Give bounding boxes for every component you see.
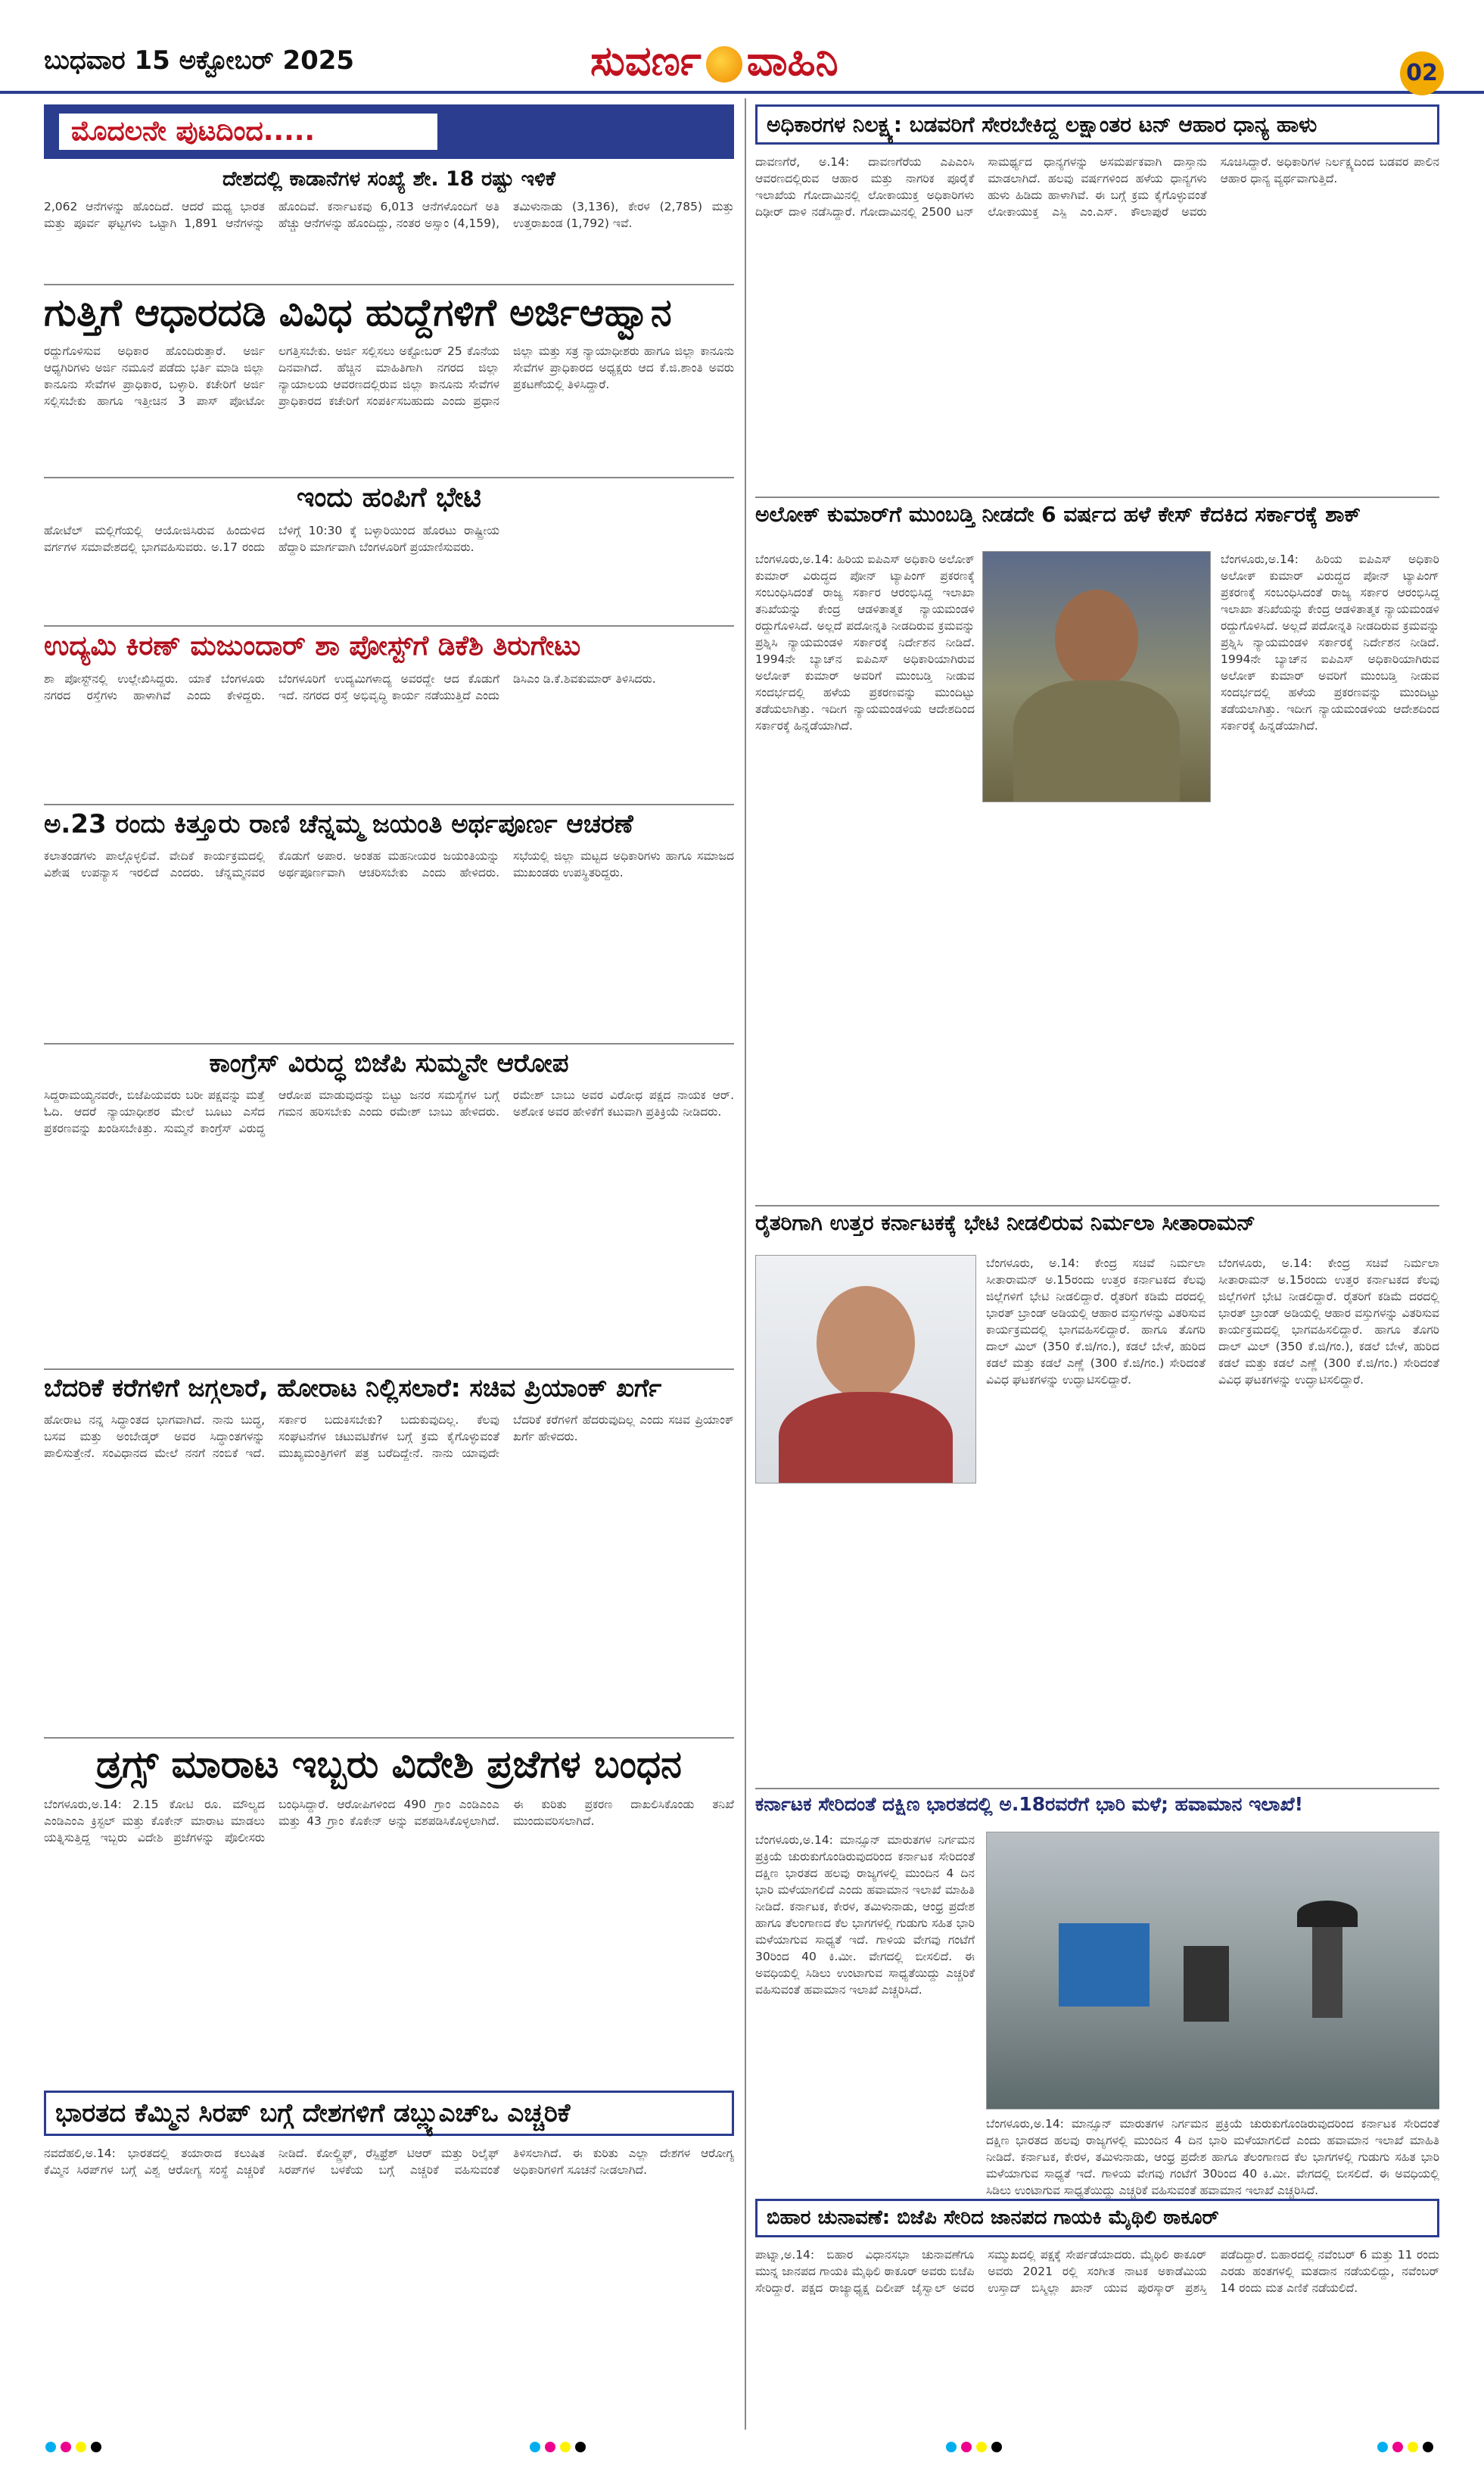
article-congress-bjp	[44, 1049, 734, 1365]
article-recruitment	[44, 291, 734, 473]
nirmala-sitharaman-photo	[755, 1255, 976, 1484]
article-headline: ಅಧಿಕಾರಗಳ ನಿಲಕ್ಷ್ಯ: ಬಡವರಿಗೆ ಸೇರಬೇಕಿದ್ದ ಲಕ್ಷಾಂತರ ಟನ್ ಆಹಾರ ಧಾನ್ಯ ಹಾಳು	[755, 104, 1439, 145]
issue-date: ಬುಧವಾರ 15 ಅಕ್ಟೋಬರ್ 2025	[44, 45, 355, 76]
section-banner	[44, 104, 734, 159]
article-drugs-arrest	[44, 1743, 734, 2088]
article-body: ಹೋರಾಟ ನನ್ನ ಸಿದ್ಧಾಂತದ ಭಾಗವಾಗಿದೆ. ನಾನು ಬುದ್ಧ, ಬಸವ ಮತ್ತು ಅಂಬೇಡ್ಕರ್ ಅವರ ಸಿದ್ಧಾಂತಗಳನ್ನು ಪಾಲಿಸುತ್ತೇನೆ. ಸಂವಿಧಾನದ ಮೇಲೆ ನನಗೆ ನಂಬಿಕೆ ಇದೆ. ಸರ್ಕಾರ ಬದುಕಿಸಬೇಕು? ಬದುಕುವುದಿಲ್ಲ. ಕೆಲವು ಸಂಘಟನೆಗಳ ಚಟುವಟಿಕೆಗಳ ಬಗ್ಗೆ ಕ್ರಮ ಕೈಗೊಳ್ಳುವಂತೆ ಮುಖ್ಯಮಂತ್ರಿಗಳಿಗೆ ಪತ್ರ ಬರೆದಿದ್ದೇನೆ. ನಾನು ಯಾವುದೇ ಬೆದರಿಕೆ ಕರೆಗಳಿಗೆ ಹೆದರುವುದಿಲ್ಲ ಎಂದು ಸಚಿವ ಪ್ರಿಯಾಂಕ್ ಖರ್ಗೆ ಹೇಳಿದರು.	[44, 1412, 734, 1460]
logo-left-text: ಸುವರ್ಣ	[590, 36, 702, 85]
registration-dots-mid-right	[946, 2441, 1006, 2453]
motorcyclist-shape	[1184, 1946, 1229, 2022]
divider	[44, 1737, 734, 1739]
article-body: ಪಾಟ್ನಾ,ಅ.14: ಬಿಹಾರ ವಿಧಾನಸಭಾ ಚುನಾವಣೆಗೂ ಮುನ್ನ ಜಾನಪದ ಗಾಯಕಿ ಮೈಥಿಲಿ ಠಾಕೂರ್ ಅವರು ಬಿಜೆಪಿ ಸೇರಿದ್ದಾರೆ. ಪಕ್ಷದ ರಾಜ್ಯಾಧ್ಯಕ್ಷ ದಿಲೀಪ್ ಜೈಸ್ವಾಲ್ ಅವರ ಸಮ್ಮುಖದಲ್ಲಿ ಪಕ್ಷಕ್ಕೆ ಸೇರ್ಪಡೆಯಾದರು. ಮೈಥಿಲಿ ಠಾಕೂರ್ ಅವರು 2021 ರಲ್ಲಿ ಸಂಗೀತ ನಾಟಕ ಅಕಾಡೆಮಿಯ ಉಸ್ತಾದ್ ಬಿಸ್ಮಿಲ್ಲಾ ಖಾನ್ ಯುವ ಪುರಸ್ಕಾರ್ ಪ್ರಶಸ್ತಿ ಪಡೆದಿದ್ದಾರೆ. ಬಿಹಾರದಲ್ಲಿ ನವೆಂಬರ್ 6 ಮತ್ತು 11 ರಂದು ಎರಡು ಹಂತಗಳಲ್ಲಿ ಮತದಾನ ನಡೆಯಲಿದ್ದು, ನವೆಂಬರ್ 14 ರಂದು ಮತ ಎಣಿಕೆ ನಡೆಯಲಿದೆ.	[755, 2248, 1439, 2296]
article-maithili-thakur	[755, 2199, 1439, 2426]
divider	[44, 284, 734, 285]
logo-right-text: ವಾಹಿನಿ	[746, 36, 838, 85]
umbrella-shape	[1297, 1901, 1358, 1927]
article-nirmala-sitharaman	[755, 1211, 1439, 1786]
article-body: ಶಾ ಪೋಸ್ಟ್‌ನಲ್ಲಿ ಉಲ್ಲೇಖಿಸಿದ್ದರು. ಯಾಕೆ ಬೆಂಗಳೂರು ನಗರದ ರಸ್ತೆಗಳು ಹಾಳಾಗಿವೆ ಎಂದು ಕೇಳಿದ್ದರು. ಬೆಂಗಳೂರಿಗೆ ಉದ್ಯಮಿಗಳಾದ್ಯ ಅವರದ್ದೇ ಆದ ಕೊಡುಗೆ ಇದೆ. ನಗರದ ರಸ್ತೆ ಅಭಿವೃದ್ಧಿ ಕಾರ್ಯ ನಡೆಯುತ್ತಿದೆ ಎಂದು ಡಿಸಿಎಂ ಡಿ.ಕೆ.ಶಿವಕುಮಾರ್ ತಿಳಿಸಿದರು.	[44, 672, 656, 703]
divider	[44, 804, 734, 805]
masthead	[0, 0, 1484, 94]
article-body: 2,062 ಆನೆಗಳನ್ನು ಹೊಂದಿದೆ. ಆದರೆ ಮಧ್ಯ ಭಾರತ ಮತ್ತು ಪೂರ್ವ ಘಟ್ಟಗಳು ಒಟ್ಟಾಗಿ 1,891 ಆನೆಗಳನ್ನು ಹೊಂದಿವೆ. ಕರ್ನಾಟಕವು 6,013 ಆನೆಗಳೊಂದಿಗೆ ಅತಿ ಹೆಚ್ಚು ಆನೆಗಳನ್ನು ಹೊಂದಿದ್ದು, ನಂತರ ಅಸ್ಸಾಂ (4,159), ತಮಿಳುನಾಡು (3,136), ಕೇರಳ (2,785) ಮತ್ತು ಉತ್ತರಾಖಂಡ (1,792) ಇವೆ.	[44, 200, 734, 231]
rain-street-photo	[986, 1832, 1439, 2109]
divider	[44, 477, 734, 478]
column-separator	[745, 98, 746, 2430]
divider	[755, 497, 1439, 498]
portrait-face-shape	[817, 1286, 915, 1399]
divider	[755, 1205, 1439, 1206]
article-kiran-majumdar	[44, 631, 734, 802]
article-body: ಬೆಂಗಳೂರು,ಅ.14: ಮಾನ್ಸೂನ್ ಮಾರುತಗಳ ನಿರ್ಗಮನ ಪ್ರಕ್ರಿಯೆ ಚುರುಕುಗೊಂಡಿರುವುದರಿಂದ ಕರ್ನಾಟಕ ಸೇರಿದಂತೆ ದಕ್ಷಿಣ ಭಾರತದ ಹಲವು ರಾಜ್ಯಗಳಲ್ಲಿ ಮುಂದಿನ 4 ದಿನ ಭಾರಿ ಮಳೆಯಾಗಲಿದೆ ಎಂದು ಹವಾಮಾನ ಇಲಾಖೆ ಮಾಹಿತಿ ನೀಡಿದೆ. ಕರ್ನಾಟಕ, ಕೇರಳ, ತಮಿಳುನಾಡು, ಆಂಧ್ರ ಪ್ರದೇಶ ಹಾಗೂ ತೆಲಂಗಾಣದ ಕೆಲ ಭಾಗಗಳಲ್ಲಿ ಗುಡುಗು ಸಹಿತ ಭಾರಿ ಮಳೆಯಾಗುವ ಸಾಧ್ಯತೆ ಇದೆ. ಗಾಳಿಯ ವೇಗವು ಗಂಟೆಗೆ 30ರಿಂದ 40 ಕಿ.ಮೀ. ವೇಗದಲ್ಲಿ ಬೀಸಲಿದೆ. ಈ ಅವಧಿಯಲ್ಲಿ ಸಿಡಿಲು ಉಂಟಾಗುವ ಸಾಧ್ಯತೆಯಿದ್ದು ಎಚ್ಚರಿಕೆ ವಹಿಸುವಂತೆ ಹವಾಮಾನ ಇಲಾಖೆ ಎಚ್ಚರಿಸಿದೆ.	[755, 1833, 975, 1997]
auto-rickshaw-shape	[1059, 1923, 1150, 2007]
article-kittur-chennamma	[44, 810, 734, 1041]
article-body: ಸಿದ್ದರಾಮಯ್ಯನವರೇ, ಬಿಜೆಪಿಯವರು ಬರೀ ಪಕ್ಷವನ್ನು ಮತ್ತೆ ಓದಿ. ಆದರೆ ನ್ಯಾಯಾಧೀಶರ ಮೇಲೆ ಬೂಟು ಎಸೆದ ಪ್ರಕರಣವನ್ನು ಖಂಡಿಸಬೇಕಿತ್ತು. ಸುಮ್ಮನೆ ಕಾಂಗ್ರೆಸ್ ವಿರುದ್ಧ ಆರೋಪ ಮಾಡುವುದನ್ನು ಬಿಟ್ಟು ಜನರ ಸಮಸ್ಯೆಗಳ ಬಗ್ಗೆ ಗಮನ ಹರಿಸಬೇಕು ಎಂದು ರಮೇಶ್ ಬಾಬು ಹೇಳಿದರು. ರಮೇಶ್ ಬಾಬು ಅವರ ವಿರೋಧ ಪಕ್ಷದ ನಾಯಕ ಆರ್. ಅಶೋಕ ಅವರ ಹೇಳಿಕೆಗೆ ಕಟುವಾಗಿ ಪ್ರತಿಕ್ರಿಯೆ ನೀಡಿದರು.	[44, 1088, 734, 1136]
article-body: ದಾವಣಗೆರೆ, ಅ.14: ದಾವಣಗೆರೆಯ ಎಪಿಎಂಸಿ ಆವರಣದಲ್ಲಿರುವ ಆಹಾರ ಮತ್ತು ನಾಗರಿಕ ಪೂರೈಕೆ ಇಲಾಖೆಯ ಗೋದಾಮಿನಲ್ಲಿ ಲೋಕಾಯುಕ್ತ ಅಧಿಕಾರಿಗಳು ದಿಢೀರ್ ದಾಳಿ ನಡೆಸಿದ್ದಾರೆ. ಗೋದಾಮಿನಲ್ಲಿ 2500 ಟನ್ ಸಾಮರ್ಥ್ಯದ ಧಾನ್ಯಗಳನ್ನು ಅಸಮರ್ಪಕವಾಗಿ ದಾಸ್ತಾನು ಮಾಡಲಾಗಿದೆ. ಹಲವು ವರ್ಷಗಳಿಂದ ಹಳೆಯ ಧಾನ್ಯಗಳು ಹುಳು ಹಿಡಿದು ಹಾಳಾಗಿವೆ. ಈ ಬಗ್ಗೆ ಕ್ರಮ ಕೈಗೊಳ್ಳುವಂತೆ ಲೋಕಾಯುಕ್ತ ಎಸ್ಪಿ ಎಂ.ಎಸ್. ಕೌಲಾಪುರೆ ಅವರು ಸೂಚಿಸಿದ್ದಾರೆ. ಅಧಿಕಾರಿಗಳ ನಿರ್ಲಕ್ಷ್ಯದಿಂದ ಬಡವರ ಪಾಲಿನ ಆಹಾರ ಧಾನ್ಯ ವ್ಯರ್ಥವಾಗುತ್ತಿದೆ.	[755, 155, 1439, 219]
alok-kumar-photo	[982, 551, 1211, 802]
article-hampi-visit	[44, 483, 734, 623]
divider	[755, 1788, 1439, 1789]
article-elephants	[44, 168, 734, 282]
divider	[44, 625, 734, 627]
article-headline: ಬಿಹಾರ ಚುನಾವಣೆ: ಬಿಜೆಪಿ ಸೇರಿದ ಜಾನಪದ ಗಾಯಕಿ ಮೈಥಿಲಿ ಠಾಕೂರ್	[755, 2199, 1439, 2237]
article-food-grain-waste	[755, 104, 1439, 494]
article-body: ರದ್ದುಗೊಳಿಸುವ ಅಧಿಕಾರ ಹೊಂದಿರುತ್ತಾರೆ. ಅರ್ಜಿ ಆಧ್ಯಗಿರಿಗಳು ಅರ್ಜಿ ನಮೂನೆ ಪಡೆದು ಭರ್ತಿ ಮಾಡಿ ಜಿಲ್ಲಾ ಕಾನೂನು ಸೇವೆಗಳ ಪ್ರಾಧಿಕಾರ, ಬಳ್ಳಾರಿ. ಕಚೇರಿಗೆ ಅರ್ಜಿ ಸಲ್ಲಿಸಬೇಕು ಹಾಗೂ ಇತ್ತೀಚಿನ 3 ಪಾಸ್ ಪೋಟೋ ಲಗತ್ತಿಸಬೇಕು. ಅರ್ಜಿ ಸಲ್ಲಿಸಲು ಅಕ್ಟೋಬರ್ 25 ಕೊನೆಯ ದಿನವಾಗಿದೆ. ಹೆಚ್ಚಿನ ಮಾಹಿತಿಗಾಗಿ ನಗರದ ಜಿಲ್ಲಾ ನ್ಯಾಯಾಲಯ ಆವರಣದಲ್ಲಿರುವ ಜಿಲ್ಲಾ ಕಾನೂನು ಸೇವೆಗಳ ಪ್ರಾಧಿಕಾರದ ಕಚೇರಿಗೆ ಸಂಪರ್ಕಿಸಬಹುದು ಎಂದು ಪ್ರಧಾನ ಜಿಲ್ಲಾ ಮತ್ತು ಸತ್ರ ನ್ಯಾಯಾಧೀಶರು ಹಾಗೂ ಜಿಲ್ಲಾ ಕಾನೂನು ಸೇವೆಗಳ ಪ್ರಾಧಿಕಾರದ ಅಧ್ಯಕ್ಷರು ಆದ ಕೆ.ಜಿ.ಶಾಂತಿ ಅವರು ಪ್ರಕಟಣೆಯಲ್ಲಿ ತಿಳಿಸಿದ್ದಾರೆ.	[44, 344, 734, 408]
article-headline: ಅ.23 ರಂದು ಕಿತ್ತೂರು ರಾಣಿ ಚೆನ್ನಮ್ಮ ಜಯಂತಿ ಅರ್ಥಪೂರ್ಣ ಆಚರಣೆ	[44, 810, 633, 839]
registration-dots-left	[45, 2441, 106, 2453]
article-headline: ಕರ್ನಾಟಕ ಸೇರಿದಂತೆ ದಕ್ಷಿಣ ಭಾರತದಲ್ಲಿ ಅ.18ರವರೆಗೆ ಭಾರಿ ಮಳೆ; ಹವಾಮಾನ ಇಲಾಖೆ!	[755, 1794, 1303, 1815]
article-rain-forecast	[755, 1794, 1439, 2199]
article-headline: ಅಲೋಕ್ ಕುಮಾರ್‌ಗೆ ಮುಂಬಡ್ತಿ ನೀಡದೇ 6 ವರ್ಷದ ಹಳೆ ಕೇಸ್ ಕೆದಕಿದ ಸರ್ಕಾರಕ್ಕೆ ಶಾಕ್	[755, 503, 1361, 527]
article-body-continued: ಬೆಂಗಳೂರು,ಅ.14: ಹಿರಿಯ ಐಪಿಎಸ್ ಅಧಿಕಾರಿ ಅಲೋಕ್ ಕುಮಾರ್ ವಿರುದ್ಧದ ಪೋನ್ ಟ್ಯಾಪಿಂಗ್ ಪ್ರಕರಣಕ್ಕೆ ಸಂಬಂಧಿಸಿದಂತೆ ರಾಜ್ಯ ಸರ್ಕಾರ ಆರಂಭಿಸಿದ್ದ ಇಲಾಖಾ ತನಿಖೆಯನ್ನು ಕೇಂದ್ರ ಆಡಳಿತಾತ್ಮಕ ನ್ಯಾಯಮಂಡಳಿ ರದ್ದುಗೊಳಿಸಿದೆ. ಅಲ್ಲದೆ ಪದೋನ್ನತಿ ನೀಡದಿರುವ ಕ್ರಮವನ್ನು ಪ್ರಶ್ನಿಸಿ ನ್ಯಾಯಮಂಡಳಿ ಸರ್ಕಾರಕ್ಕೆ ನಿರ್ದೇಶನ ನೀಡಿದೆ. 1994ನೇ ಬ್ಯಾಚ್‌ನ ಐಪಿಎಸ್ ಅಧಿಕಾರಿಯಾಗಿರುವ ಅಲೋಕ್ ಕುಮಾರ್ ಅವರಿಗೆ ಮುಂಬಡ್ತಿ ನೀಡುವ ಸಂದರ್ಭದಲ್ಲಿ ಹಳೆಯ ಪ್ರಕರಣವನ್ನು ಮುಂದಿಟ್ಟು ತಡೆಯಲಾಗಿತ್ತು. ಇದೀಗ ನ್ಯಾಯಮಂಡಳಿಯ ಆದೇಶದಿಂದ ಸರ್ಕಾರಕ್ಕೆ ಹಿನ್ನಡೆಯಾಗಿದೆ.	[1221, 553, 1439, 733]
article-priyank-kharge	[44, 1375, 734, 1734]
newspaper-logo	[590, 36, 838, 86]
registration-dots-mid-left	[530, 2441, 590, 2453]
saree-shape	[779, 1392, 953, 1484]
article-headline: ಬೆದರಿಕೆ ಕರೆಗಳಿಗೆ ಜಗ್ಗಲಾರೆ, ಹೋರಾಟ ನಿಲ್ಲಿಸಲಾರೆ: ಸಚಿವ ಪ್ರಿಯಾಂಕ್ ಖರ್ಗೆ	[44, 1375, 662, 1403]
divider	[44, 1043, 734, 1045]
article-body: ಬೆಂಗಳೂರು,ಅ.14: ಹಿರಿಯ ಐಪಿಎಸ್ ಅಧಿಕಾರಿ ಅಲೋಕ್ ಕುಮಾರ್ ವಿರುದ್ಧದ ಪೋನ್ ಟ್ಯಾಪಿಂಗ್ ಪ್ರಕರಣಕ್ಕೆ ಸಂಬಂಧಿಸಿದಂತೆ ರಾಜ್ಯ ಸರ್ಕಾರ ಆರಂಭಿಸಿದ್ದ ಇಲಾಖಾ ತನಿಖೆಯನ್ನು ಕೇಂದ್ರ ಆಡಳಿತಾತ್ಮಕ ನ್ಯಾಯಮಂಡಳಿ ರದ್ದುಗೊಳಿಸಿದೆ. ಅಲ್ಲದೆ ಪದೋನ್ನತಿ ನೀಡದಿರುವ ಕ್ರಮವನ್ನು ಪ್ರಶ್ನಿಸಿ ನ್ಯಾಯಮಂಡಳಿ ಸರ್ಕಾರಕ್ಕೆ ನಿರ್ದೇಶನ ನೀಡಿದೆ. 1994ನೇ ಬ್ಯಾಚ್‌ನ ಐಪಿಎಸ್ ಅಧಿಕಾರಿಯಾಗಿರುವ ಅಲೋಕ್ ಕುಮಾರ್ ಅವರಿಗೆ ಮುಂಬಡ್ತಿ ನೀಡುವ ಸಂದರ್ಭದಲ್ಲಿ ಹಳೆಯ ಪ್ರಕರಣವನ್ನು ಮುಂದಿಟ್ಟು ತಡೆಯಲಾಗಿತ್ತು. ಇದೀಗ ನ್ಯಾಯಮಂಡಳಿಯ ಆದೇಶದಿಂದ ಸರ್ಕಾರಕ್ಕೆ ಹಿನ್ನಡೆಯಾಗಿದೆ.	[755, 553, 975, 733]
article-headline: ಡ್ರಗ್ಸ್ ಮಾರಾಟ ಇಬ್ಬರು ವಿದೇಶಿ ಪ್ರಜೆಗಳ ಬಂಧನ	[96, 1743, 682, 1786]
article-headline: ಗುತ್ತಿಗೆ ಆಧಾರದಡಿ ವಿವಿಧ ಹುದ್ದೆಗಳಿಗೆ ಅರ್ಜಿಆಹ್ವಾನ	[44, 291, 672, 335]
article-body: ಕಲಾತಂಡಗಳು ಪಾಲ್ಗೊಳ್ಳಲಿವೆ. ವೇದಿಕೆ ಕಾರ್ಯಕ್ರಮದಲ್ಲಿ ವಿಶೇಷ ಉಪನ್ಯಾಸ ಇರಲಿದೆ ಎಂದರು. ಚೆನ್ನಮ್ಮನವರ ಕೊಡುಗೆ ಅಪಾರ. ಅಂತಹ ಮಹನೀಯರ ಜಯಂತಿಯನ್ನು ಅರ್ಥಪೂರ್ಣವಾಗಿ ಆಚರಿಸಬೇಕು ಎಂದು ಹೇಳಿದರು. ಸಭೆಯಲ್ಲಿ ಜಿಲ್ಲಾ ಮಟ್ಟದ ಅಧಿಕಾರಿಗಳು ಹಾಗೂ ಸಮಾಜದ ಮುಖಂಡರು ಉಪಸ್ಥಿತರಿದ್ದರು.	[44, 849, 734, 880]
article-headline: ರೈತರಿಗಾಗಿ ಉತ್ತರ ಕರ್ನಾಟಕಕ್ಕೆ ಭೇಟಿ ನೀಡಲಿರುವ ನಿರ್ಮಲಾ ಸೀತಾರಾಮನ್	[755, 1211, 1256, 1235]
article-body: ಬೆಂಗಳೂರು,ಅ.14: 2.15 ಕೋಟಿ ರೂ. ಮೌಲ್ಯದ ಎಂಡಿಎಂಎ ಕ್ರಿಸ್ಟಲ್ ಮತ್ತು ಕೊಕೇನ್ ಮಾರಾಟ ಮಾಡಲು ಯತ್ನಿಸುತ್ತಿದ್ದ ಇಬ್ಬರು ವಿದೇಶಿ ಪ್ರಜೆಗಳನ್ನು ಪೊಲೀಸರು ಬಂಧಿಸಿದ್ದಾರೆ. ಆರೋಪಿಗಳಿಂದ 490 ಗ್ರಾಂ ಎಂಡಿಎಂಎ ಮತ್ತು 43 ಗ್ರಾಂ ಕೊಕೇನ್ ಅನ್ನು ವಶಪಡಿಸಿಕೊಳ್ಳಲಾಗಿದೆ. ಈ ಕುರಿತು ಪ್ರಕರಣ ದಾಖಲಿಸಿಕೊಂಡು ತನಿಖೆ ಮುಂದುವರಿಸಲಾಗಿದೆ.	[44, 1798, 734, 1845]
article-alok-kumar	[755, 503, 1439, 1203]
section-banner-label: ಮೊದಲನೇ ಪುಟದಿಂದ.....	[59, 114, 437, 150]
uniform-shape	[1013, 680, 1180, 802]
portrait-face-shape	[1055, 590, 1138, 688]
article-headline: ಇಂದು ಹಂಪಿಗೆ ಭೇಟಿ	[297, 483, 481, 513]
sun-logo-icon	[706, 46, 742, 83]
cyclist-shape	[1312, 1927, 1342, 2018]
article-headline: ಕಾಂಗ್ರೆಸ್ ವಿರುದ್ಧ ಬಿಜೆಪಿ ಸುಮ್ಮನೇ ಆರೋಪ	[209, 1049, 569, 1079]
article-body: ಹೋಟೆಲ್ ಮಲ್ಲಿಗೆಯಲ್ಲಿ ಆಯೋಜಿಸಿರುವ ಹಿಂದುಳಿದ ವರ್ಗಗಳ ಸಮಾವೇಶದಲ್ಲಿ ಭಾಗವಹಿಸುವರು. ಅ.17 ರಂದು ಬೆಳಿಗ್ಗೆ 10:30 ಕ್ಕೆ ಬಳ್ಳಾರಿಯಿಂದ ಹೊರಟು ರಾಷ್ಟ್ರೀಯ ಹೆದ್ದಾರಿ ಮಾರ್ಗವಾಗಿ ಬೆಂಗಳೂರಿಗೆ ಪ್ರಯಾಣಿಸುವರು.	[44, 524, 499, 555]
registration-dots-right	[1377, 2441, 1438, 2453]
article-body: ಬೆಂಗಳೂರು, ಅ.14: ಕೇಂದ್ರ ಸಚಿವೆ ನಿರ್ಮಲಾ ಸೀತಾರಾಮನ್ ಅ.15ರಂದು ಉತ್ತರ ಕರ್ನಾಟಕದ ಕೆಲವು ಜಿಲ್ಲೆಗಳಿಗೆ ಭೇಟಿ ನೀಡಲಿದ್ದಾರೆ. ರೈತರಿಗೆ ಕಡಿಮೆ ದರದಲ್ಲಿ ಭಾರತ್ ಬ್ರಾಂಡ್ ಅಡಿಯಲ್ಲಿ ಆಹಾರ ವಸ್ತುಗಳನ್ನು ವಿತರಿಸುವ ಕಾರ್ಯಕ್ರಮದಲ್ಲಿ ಭಾಗವಹಿಸಲಿದ್ದಾರೆ. ಹಾಗೂ ತೊಗರಿ ದಾಲ್ ಮಿಲ್ (350 ಕೆ.ಜಿ/ಗಂ.), ಕಡಲೆ ಬೇಳೆ, ಹುರಿದ ಕಡಲೆ ಮತ್ತು ಕಡಲೆ ಎಣ್ಣೆ (300 ಕೆ.ಜಿ/ಗಂ.) ಸೇರಿದಂತೆ ವಿವಿಧ ಘಟಕಗಳನ್ನು ಉದ್ಘಾಟಿಸಲಿದ್ದಾರೆ.	[986, 1256, 1206, 1387]
page-number: 02	[1400, 51, 1444, 95]
article-body-continued: ಬೆಂಗಳೂರು,ಅ.14: ಮಾನ್ಸೂನ್ ಮಾರುತಗಳ ನಿರ್ಗಮನ ಪ್ರಕ್ರಿಯೆ ಚುರುಕುಗೊಂಡಿರುವುದರಿಂದ ಕರ್ನಾಟಕ ಸೇರಿದಂತೆ ದಕ್ಷಿಣ ಭಾರತದ ಹಲವು ರಾಜ್ಯಗಳಲ್ಲಿ ಮುಂದಿನ 4 ದಿನ ಭಾರಿ ಮಳೆಯಾಗಲಿದೆ ಎಂದು ಹವಾಮಾನ ಇಲಾಖೆ ಮಾಹಿತಿ ನೀಡಿದೆ. ಕರ್ನಾಟಕ, ಕೇರಳ, ತಮಿಳುನಾಡು, ಆಂಧ್ರ ಪ್ರದೇಶ ಹಾಗೂ ತೆಲಂಗಾಣದ ಕೆಲ ಭಾಗಗಳಲ್ಲಿ ಗುಡುಗು ಸಹಿತ ಭಾರಿ ಮಳೆಯಾಗುವ ಸಾಧ್ಯತೆ ಇದೆ. ಗಾಳಿಯ ವೇಗವು ಗಂಟೆಗೆ 30ರಿಂದ 40 ಕಿ.ಮೀ. ವೇಗದಲ್ಲಿ ಬೀಸಲಿದೆ. ಈ ಅವಧಿಯಲ್ಲಿ ಸಿಡಿಲು ಉಂಟಾಗುವ ಸಾಧ್ಯತೆಯಿದ್ದು ಎಚ್ಚರಿಕೆ ವಹಿಸುವಂತೆ ಹವಾಮಾನ ಇಲಾಖೆ ಎಚ್ಚರಿಸಿದೆ.	[986, 2117, 1439, 2197]
divider	[44, 1368, 734, 1370]
article-who-cough-syrup	[44, 2091, 734, 2424]
article-body-continued: ಬೆಂಗಳೂರು, ಅ.14: ಕೇಂದ್ರ ಸಚಿವೆ ನಿರ್ಮಲಾ ಸೀತಾರಾಮನ್ ಅ.15ರಂದು ಉತ್ತರ ಕರ್ನಾಟಕದ ಕೆಲವು ಜಿಲ್ಲೆಗಳಿಗೆ ಭೇಟಿ ನೀಡಲಿದ್ದಾರೆ. ರೈತರಿಗೆ ಕಡಿಮೆ ದರದಲ್ಲಿ ಭಾರತ್ ಬ್ರಾಂಡ್ ಅಡಿಯಲ್ಲಿ ಆಹಾರ ವಸ್ತುಗಳನ್ನು ವಿತರಿಸುವ ಕಾರ್ಯಕ್ರಮದಲ್ಲಿ ಭಾಗವಹಿಸಲಿದ್ದಾರೆ. ಹಾಗೂ ತೊಗರಿ ದಾಲ್ ಮಿಲ್ (350 ಕೆ.ಜಿ/ಗಂ.), ಕಡಲೆ ಬೇಳೆ, ಹುರಿದ ಕಡಲೆ ಮತ್ತು ಕಡಲೆ ಎಣ್ಣೆ (300 ಕೆ.ಜಿ/ಗಂ.) ಸೇರಿದಂತೆ ವಿವಿಧ ಘಟಕಗಳನ್ನು ಉದ್ಘಾಟಿಸಲಿದ್ದಾರೆ.	[1218, 1256, 1439, 1387]
article-body: ನವದೆಹಲಿ,ಅ.14: ಭಾರತದಲ್ಲಿ ತಯಾರಾದ ಕಲುಷಿತ ಕೆಮ್ಮಿನ ಸಿರಪ್‌ಗಳ ಬಗ್ಗೆ ವಿಶ್ವ ಆರೋಗ್ಯ ಸಂಸ್ಥೆ ಎಚ್ಚರಿಕೆ ನೀಡಿದೆ. ಕೋಲ್ಡ್ರಿಫ್, ರೆಸ್ಪಿಫ್ರೆಶ್ ಟಿಆರ್ ಮತ್ತು ರಿಲೈಫ್ ಸಿರಪ್‌ಗಳ ಬಳಕೆಯ ಬಗ್ಗೆ ಎಚ್ಚರಿಕೆ ವಹಿಸುವಂತೆ ತಿಳಿಸಲಾಗಿದೆ. ಈ ಕುರಿತು ಎಲ್ಲಾ ದೇಶಗಳ ಆರೋಗ್ಯ ಅಧಿಕಾರಿಗಳಿಗೆ ಸೂಚನೆ ನೀಡಲಾಗಿದೆ.	[44, 2147, 734, 2178]
article-headline: ದೇಶದಲ್ಲಿ ಕಾಡಾನೆಗಳ ಸಂಖ್ಯೆ ಶೇ. 18 ರಷ್ಟು ಇಳಿಕೆ	[222, 168, 556, 191]
article-headline: ಉದ್ಯಮಿ ಕಿರಣ್ ಮಜುಂದಾರ್ ಶಾ ಪೋಸ್ಟ್‌ಗೆ ಡಿಕೆಶಿ ತಿರುಗೇಟು	[44, 631, 581, 662]
article-headline: ಭಾರತದ ಕೆಮ್ಮಿನ ಸಿರಪ್ ಬಗ್ಗೆ ದೇಶಗಳಿಗೆ ಡಬ್ಲ್ಯುಎಚ್‌ಒ ಎಚ್ಚರಿಕೆ	[44, 2091, 734, 2136]
